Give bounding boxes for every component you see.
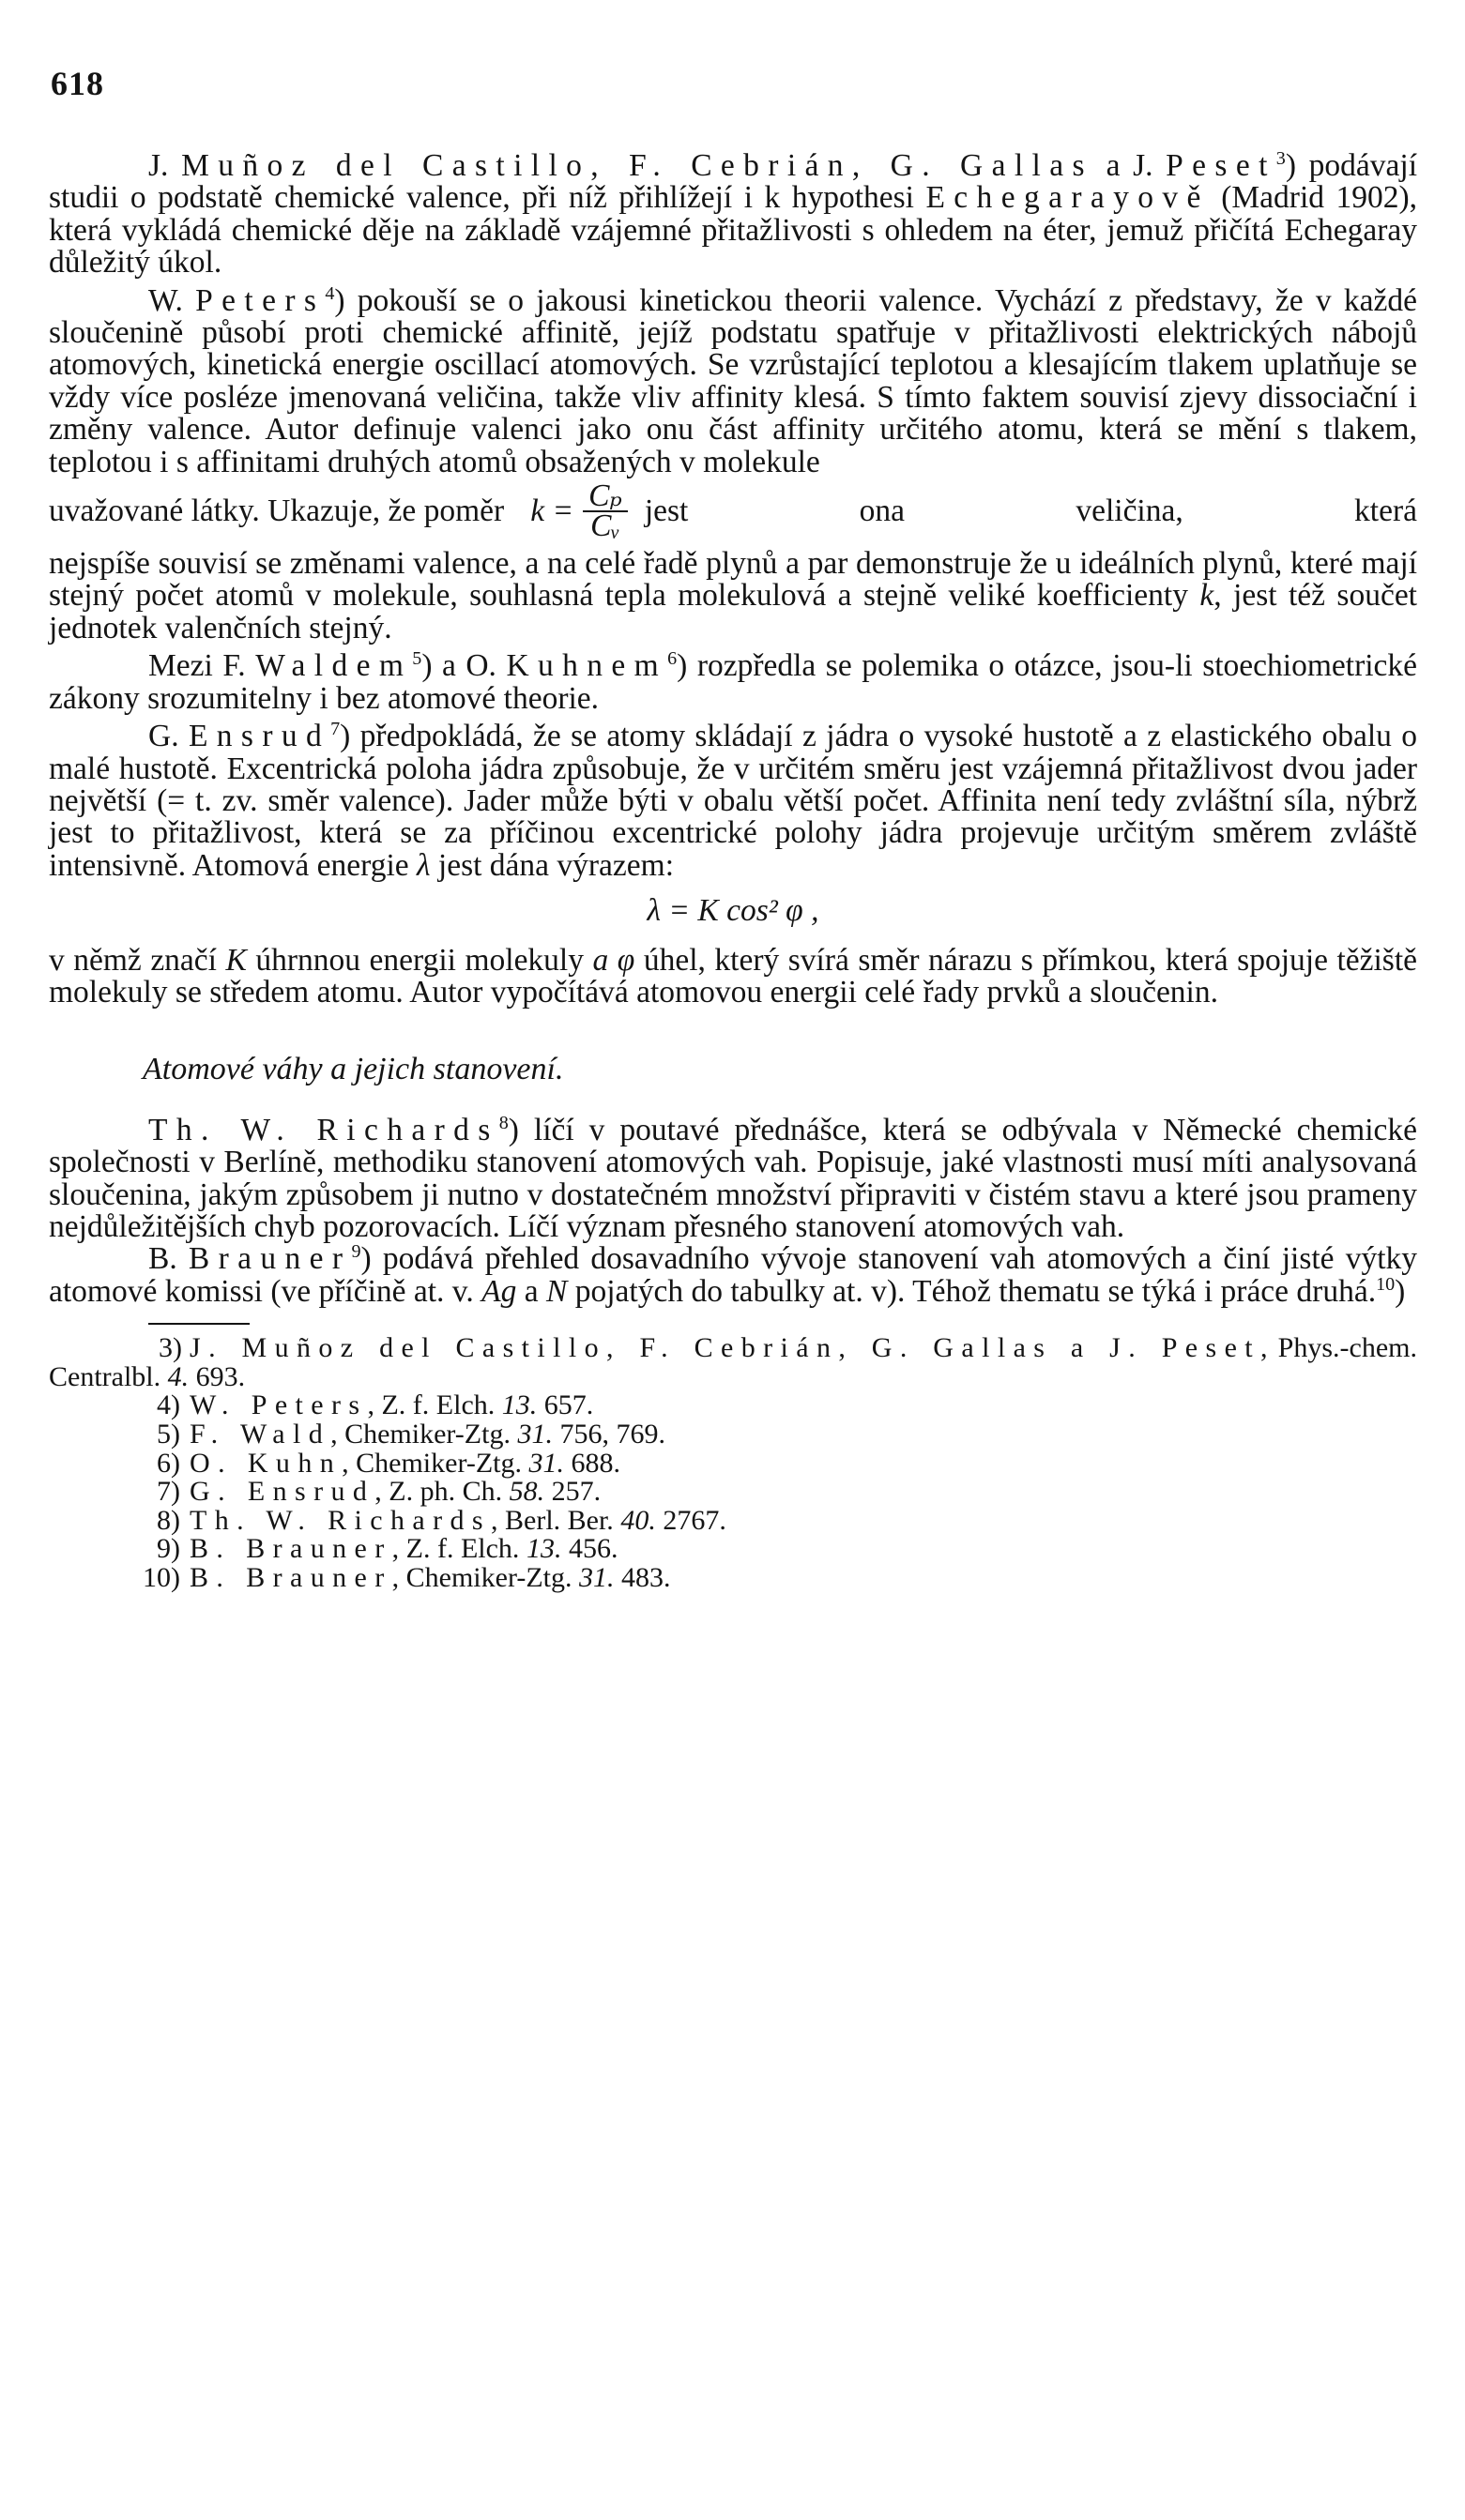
footnote xyxy=(49,1478,1417,1507)
paragraph-wald-kuhn xyxy=(49,650,1417,715)
text: v němž značí xyxy=(49,942,217,978)
footnote-volume: 13. xyxy=(501,1389,538,1421)
text: nejspíše souvisí se změnami valence, a na celé řadě plynů a par demonstruje že u ideálních plynů, které mají stejný počet atomů v molekule, souhlasná tepla molekulová a stejně veliké koefficienty xyxy=(49,546,1417,614)
text: G. xyxy=(148,719,179,754)
footnote-ref[interactable]: 5 xyxy=(412,648,422,670)
footnote-author: O. Kuhn xyxy=(190,1447,343,1479)
footnote xyxy=(49,1334,1417,1391)
page-number: 618 xyxy=(51,65,104,102)
paragraph-ensrud xyxy=(49,718,1417,883)
paragraph-peters xyxy=(49,282,1417,479)
footnote-pages: 257. xyxy=(551,1476,602,1508)
author-name: Kuhnem xyxy=(506,648,668,684)
footnote-author: B. Brauner xyxy=(190,1561,392,1593)
formula-k: k xyxy=(1199,578,1214,614)
text: (Madrid 1902), která vykládá chemické děje na základě vzájemné přitažlivosti s ohledem na éter, jemuž přičítá Echegaray důležitý úkol. xyxy=(49,180,1418,281)
footnote-source: , Phys.-chem. Centralbl. xyxy=(49,1332,1417,1392)
footnote-pages: 756, 769. xyxy=(559,1418,665,1450)
footnote-mark: 3) xyxy=(159,1332,182,1364)
footnote xyxy=(49,1535,1417,1564)
footnote-ref[interactable]: 6 xyxy=(667,648,678,670)
footnote-source: , Chemiker-Ztg. xyxy=(342,1447,522,1479)
text: ) podává přehled dosavadního vývoje stanovení vah atomových a činí jisté výtky atomové komissi (ve příčině at. v. xyxy=(49,1241,1418,1309)
author-name: Peters xyxy=(195,282,326,318)
text: J. xyxy=(148,148,169,183)
paragraph-richards xyxy=(49,1112,1417,1244)
symbol-phi: φ xyxy=(617,942,635,978)
text: ) podávají studii o podstatě chemické valence, při níž přihlížejí i k hypothesi xyxy=(49,148,1418,216)
text: jest dána výrazem: xyxy=(437,847,675,883)
ratio-line xyxy=(49,478,1417,544)
footnote-mark: 7) xyxy=(157,1476,180,1508)
text: a xyxy=(524,1273,539,1309)
symbol-lambda: λ xyxy=(417,847,431,883)
paragraph-castillo xyxy=(49,147,1418,281)
text: ) pokouší se o jakousi kinetickou theorii valence. Vychází z představy, že v každé sloučenině působí proti chemické affinitě, jejíž podstatu spatřuje v přitažlivosti elektrických nábojů atomových, kinetická energie oscillací atomových. Se vzrůstající teplotou a klesajícím tlakem uplatňuje se vždy více posléze jmenovaná veličina, takže vliv affinity klesá. S tímto faktem souvisí zjevy dissociační i změny valence. Autor definuje valenci jako onu část affinity určitého atomu, která se mění s tlakem, teplotou i s affinitami druhých atomů obsažených v molekule xyxy=(49,282,1417,479)
fraction xyxy=(583,478,628,544)
footnote-volume: 31. xyxy=(528,1447,564,1479)
footnote-ref[interactable]: 9 xyxy=(351,1241,361,1263)
footnote-ref[interactable]: 10 xyxy=(1376,1273,1396,1295)
footnote xyxy=(49,1504,1417,1536)
footnote-pages: 693. xyxy=(195,1360,246,1392)
footnote-mark: 5) xyxy=(157,1418,180,1450)
footnote-volume: 58. xyxy=(509,1476,545,1508)
text: úhrnnou energii molekuly xyxy=(255,942,584,978)
text: a J. xyxy=(1106,148,1153,183)
formula-k: k = xyxy=(530,493,574,528)
footnote-ref[interactable]: 3 xyxy=(1275,147,1286,169)
paragraph-brauner xyxy=(49,1243,1417,1308)
text: pojatých do tabulky at. v). Téhož thematu se týká i práce druhá. xyxy=(574,1273,1377,1309)
symbol-ag: Ag xyxy=(481,1273,517,1309)
footnote-mark: 6) xyxy=(157,1447,180,1479)
equation: λ = K cos² φ , xyxy=(647,893,819,929)
footnote-pages: 483. xyxy=(621,1561,671,1593)
footnote-mark: 9) xyxy=(157,1533,180,1565)
text: ) a O. xyxy=(421,648,496,684)
footnote-author: B. Brauner xyxy=(190,1533,392,1565)
author-name: Brauner xyxy=(188,1241,352,1277)
footnote-mark: 10) xyxy=(143,1561,180,1593)
footnote-author: Th. W. Richards xyxy=(190,1504,491,1536)
symbol-n: N xyxy=(545,1273,568,1309)
author-name: Muñoz del Castillo, F. Cebrián, G. Gallas xyxy=(181,148,1093,183)
footnote-volume: 13. xyxy=(526,1533,562,1565)
text: B. xyxy=(148,1241,177,1277)
footnote-author: G. Ensrud xyxy=(190,1476,375,1508)
text: uvažované látky. Ukazuje, že poměr xyxy=(49,493,505,528)
author-name: Ensrud xyxy=(188,719,331,754)
text: ) xyxy=(1395,1273,1406,1309)
footnote-ref[interactable]: 7 xyxy=(330,718,341,739)
footnote-pages: 657. xyxy=(543,1389,594,1421)
text: W. xyxy=(148,282,183,318)
fraction-denominator: Cᵥ xyxy=(590,509,620,544)
text: a xyxy=(592,942,609,978)
text: ) líčí v poutavé přednášce, která se odbývala v Německé chemické společnosti v Berlíně, methodiku stanovení atomových vah. Popisuje, jaké vlastnosti musí míti analysovaná sloučenina, jakým způsobem ji nutno v dostatečném množství připraviti v čistém stavu a které jsou prameny nejdůležitějších chyb pozorovacích. Líčí význam přesného stanovení atomových vah. xyxy=(49,1112,1417,1244)
footnote-pages: 456. xyxy=(568,1533,618,1565)
footnote-rule xyxy=(148,1323,250,1325)
author-name: Th. W. Richards xyxy=(148,1112,499,1147)
footnote xyxy=(49,1391,1417,1420)
fraction-numerator: Cₚ xyxy=(583,482,628,512)
section-heading: Atomové váhy a jejich stanovení. xyxy=(143,1052,564,1087)
footnote-pages: 688. xyxy=(571,1447,620,1479)
body-text xyxy=(49,147,1418,1593)
footnote-volume: 40. xyxy=(620,1504,656,1536)
footnote-author: W. Peters xyxy=(190,1389,368,1421)
author-name: Waldem xyxy=(255,648,413,684)
footnote-volume: 4. xyxy=(167,1360,190,1392)
footnote-source: , Z. f. Elch. xyxy=(367,1389,496,1421)
footnote-pages: 2767. xyxy=(663,1504,726,1536)
footnote-author: F. Wald xyxy=(190,1418,331,1450)
footnote-source: , Berl. Ber. xyxy=(491,1504,614,1536)
footnote-source: , Z. ph. Ch. xyxy=(374,1476,503,1508)
footnote-volume: 31. xyxy=(579,1561,615,1593)
text: Mezi F. xyxy=(148,648,246,684)
footnote-source: , Chemiker-Ztg. xyxy=(330,1418,511,1450)
footnotes xyxy=(49,1334,1417,1592)
footnote-ref[interactable]: 4 xyxy=(325,282,335,304)
author-name: Peset xyxy=(1166,148,1276,183)
footnote-mark: 4) xyxy=(157,1389,180,1421)
symbol-k: K xyxy=(225,942,247,978)
footnote-mark: 8) xyxy=(157,1504,180,1536)
footnote-source: , Chemiker-Ztg. xyxy=(391,1561,572,1593)
text: , jest též součet jednotek valenčních stejný. xyxy=(49,578,1417,645)
author-name: Echegarayově xyxy=(925,180,1210,216)
paragraph-ensrud-cont xyxy=(49,942,1418,1010)
footnote-source: , Z. f. Elch. xyxy=(391,1533,520,1565)
footnote-ref[interactable]: 8 xyxy=(498,1112,509,1133)
footnote xyxy=(49,1447,1417,1479)
text: jest ona veličina, která xyxy=(644,493,1417,528)
footnote xyxy=(49,1420,1417,1450)
footnote xyxy=(49,1561,1417,1593)
text: ) rozpředla se polemika o otázce, jsou-li stoechiometrické zákony srozumitelny i bez atomové theorie. xyxy=(49,648,1418,716)
footnote-author: J. Muñoz del Castillo, F. Cebrián, G. Gallas a J. Peset xyxy=(190,1332,1261,1364)
paragraph-peters-cont xyxy=(49,548,1417,645)
text: úhel, který svírá směr nárazu s přímkou, která spojuje těžiště molekuly se středem atomu. Autor vypočítává atomovou energii celé řady prvků a sloučenin. xyxy=(49,942,1418,1010)
footnote-volume: 31. xyxy=(517,1418,553,1450)
text: ) předpokládá, že se atomy skládají z jádra o vysoké hustotě a z elastického obalu o malé hustotě. Excentrická poloha jádra způsobuje, že v určitém směru jest vzájemná přitažlivost dvou jader největší (= t. zv. směr valence). Jader může býti v obalu větší počet. Affinita není tedy zvláštní síla, nýbrž jest to přitažlivost, která se za příčinou excentrické polohy jádra projevuje určitým směrem zvláště intensivně. Atomová energie xyxy=(49,719,1417,883)
